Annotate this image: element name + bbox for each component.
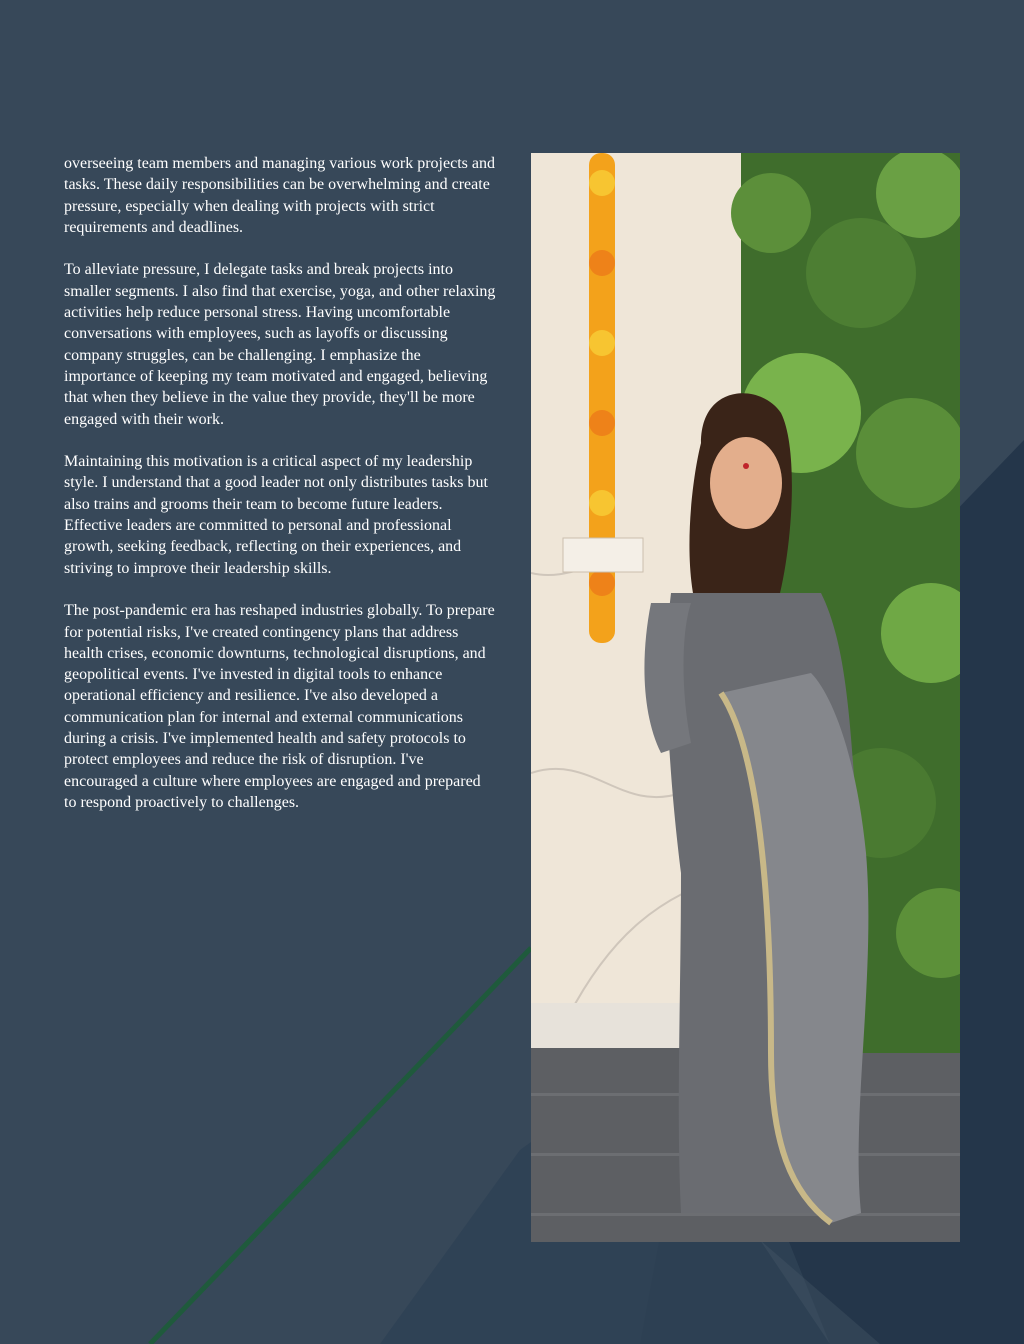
portrait-photo: [531, 153, 960, 1242]
paragraph-2: To alleviate pressure, I delegate tasks and break projects into smaller segments. I also find that exercise, yoga, and other relaxing activities help reduce personal stress. Having uncomfortable conversations with employees, such as layoffs or discussing company struggles, can be challenging. I emphasize the importance of keeping my team motivated and engaged, believing that when they believe in the value they provide, they'll be more engaged with their work.: [64, 261, 496, 428]
face: [710, 437, 782, 529]
paragraph-4: The post-pandemic era has reshaped industries globally. To prepare for potential risks, I've created contingency plans that address health crises, economic downturns, technological disruptions, and geopolitical events. I've invested in digital tools to enhance operational efficiency and resilience. I've also developed a communication plan for internal and external communications during a crisis. I've implemented health and safety protocols to protect employees and reduce the risk of disruption. I've encouraged a culture where employees are engaged and prepared to respond proactively to challenges.: [64, 602, 495, 811]
paragraph-3: Maintaining this motivation is a critical aspect of my leadership style. I understand that a good leader not only distributes tasks but also trains and grooms their team to become future leaders. Effective leaders are committed to personal and professional growth, seeking feedback, reflecting on their experiences, and striving to improve their leadership skills.: [64, 453, 488, 577]
article-text: [64, 153, 496, 835]
bindi: [743, 463, 749, 469]
paragraph-1: overseeing team members and managing various work projects and tasks. These daily responsibilities can be overwhelming and create pressure, especially when dealing with projects with strict requirements and deadlines.: [64, 155, 495, 236]
switch-plate: [563, 538, 643, 572]
